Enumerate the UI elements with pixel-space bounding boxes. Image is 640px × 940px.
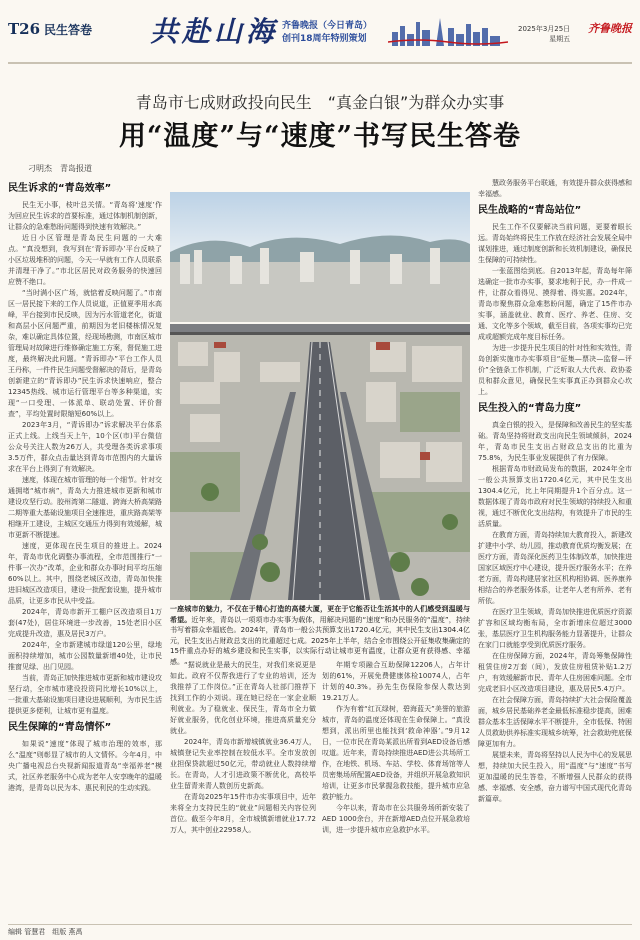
caption-lead: 一座城市的魅力，不仅在于精心打造的高楼大厦，更在于它能否让生活其中的人们感受到温暖与希望。 [170,605,470,624]
promo-line-1: 齐鲁晚报（今日青岛） [282,21,373,31]
paragraph: 在住房保障方面，2024年，青岛筹集保障性租赁住房2万套（间），发放住房租赁补贴1.2万户，有效缓解新市民、青年人住房困难问题。全市完成老旧小区改造项目建设，惠及居民5.4万户。 [478,652,632,693]
section-heading: 民生诉求的“青岛效率” [8,183,112,194]
paragraph: 真金白银的投入，是保障和改善民生的坚实基础。青岛坚持将财政支出向民生领域倾斜，2024年，青岛市民生支出占财政总支出的比重为75.8%，为民生事业发展提供了有力保障。 [478,421,632,462]
page-number: T26 民生答卷 [8,20,93,38]
paragraph: “据说就业是最大的民生，对我们来说更是如此。政府不仅帮我进行了专业的培训，还为我推荐了工作岗位。”正在青岛人社部门推荐下找到工作的小刘说。现在她已经在一家企业顺利就业。为了稳就业、保民生，青岛市全力做好就业服务，优化创业环境，推进高质量充分就业。 [170,661,316,735]
text-column-4 [478,178,632,920]
city-aerial-photo [170,192,470,600]
page-header [0,0,640,64]
header-divider [8,62,632,64]
section-heading: 民生战略的“青岛站位” [478,205,582,216]
promo-block [282,20,372,46]
caption-body: 近年来，青岛以一项项市办实事为载体，用解决问题的“速度”和办民服务的“温度”，持续书写着群众幸福底色。2024年，青岛市一般公共预算支出1720.4亿元，其中民生支出1304.4亿元，民生支出占财政总支出的比重超过七成。2025年上半年，结合全市围绕公开征集收集确定的15件重点办好的城乡建设和民生实事，以实际行动让城市更有温度，让群众更有获得感、幸福感。 [170,615,470,666]
masthead-title: 共赴山海 [150,15,279,48]
paragraph: 年期专项融合互助保障12206人，占年计划的61%，开展免费健康体检10074人，占年计划的40.3%。孙先生伤保险参保人数达到19.21万人。 [322,661,470,702]
issue-date: 2025年3月25日 [518,25,571,33]
paragraph: 根据青岛市财政局发布的数据，2024年全市一般公共预算支出1720.4亿元，其中民生支出1304.4亿元，比上年同期提升1个百分点。这一数据体现了青岛市政府对民生领域的持续投入和重视，通过不断优化支出结构，有效提升了市民的生活质量。 [478,465,632,528]
photo-caption [170,604,470,667]
section-heading: 民生投入的“青岛力度” [478,403,582,414]
text-column-1 [8,178,162,920]
issue-weekday: 星期五 [549,35,571,43]
paragraph: 民生无小事，枝叶总关情。“青岛将‘速度’作为回应民生诉求的首要标准，通过体制机制创新，让群众的急难愁盼问题得到快速有效解决。” [8,201,162,231]
paragraph: 在青岛2025年15件市办实事项目中，近年来将全力支持民生的“就业”问题相关内容位列首位。截至今年8月，全市城镇新增就业17.72万人，其中创业22958人。 [170,793,316,834]
paragraph: 作为有着“红瓦绿树，碧海蓝天”美誉的旅游城市，青岛的温度还体现在生命保障上。“真没想到，派出所里也能找到‘救命神器’。”9月12日，一位市民在青岛某派出所看到AED设备后感叹道。近年来，青岛持续推进AED进公共场所工作，在地铁、机场、车站、学校、体育场馆等人员密集场所配置AED设备，并组织开展急救知识培训，让更多市民掌握急救技能，提升城市应急救护能力。 [322,705,470,801]
article-byline: 刁明杰 青岛报道 [28,164,92,173]
article-title: 用“温度”与“速度”书写民生答卷 [118,121,522,152]
issue-meta [518,24,570,44]
paragraph: 速度，更体现在民生项目的推进上。2024年，青岛市优化调整办事流程，全市范围推行“一件事一次办”改革，企业和群众办事时间平均压缩60%以上。其中，围绕老城区改造，青岛加快推进旧城区改造项目，建设一批配套设施，提升城市品质，让更多市民从中受益。 [8,542,162,605]
paragraph: 近日小区管理是青岛民生问题的一大难点。“真没想到，我写到在‘青诉即办’平台反映了小区垃圾堆积的问题，今天一早就有工作人员联系并清理干净了。”市北区居民对政务服务的快速回应赞不绝口。 [8,234,162,286]
paragraph: 2023年3月，“青诉即办”诉求解决平台体系正式上线。上线当天上午，10个区(市)平台微信公众号关注人数为26万人，共受理各类诉求事项3.5万件，群众点击量达到青岛市范围内的大量诉求在平台上得到了有效解决。 [8,421,162,473]
page-footer: 编辑 管慧君 组版 燕禹 [8,924,632,937]
paragraph: 民生工作不仅要解决当前问题，更要着眼长远。青岛始终将民生工作放在经济社会发展全局中谋划推进，通过制度创新和长效机制建设，确保民生保障的可持续性。 [478,223,632,264]
paragraph: 如果说“速度”体现了城市治理的效率，那么“温度”则彰显了城市的人文情怀。今年4月，中央广播电视总台央视新闻报道青岛“幸福养老”模式，社区养老服务中心成为老年人安享晚年的温暖港湾，是青岛以民为本、惠民利民的生动实践。 [8,740,162,792]
skyline-illustration-icon [388,14,508,46]
paragraph: 在医疗卫生领域，青岛加快推进优质医疗资源扩容和区域均衡布局，全市新增床位超过3000张，基层医疗卫生机构服务能力显著提升，让群众在家门口就能享受到优质医疗服务。 [478,608,632,649]
brand-logo: 齐鲁晚报 [588,22,632,35]
paragraph: 速度，体现在城市管理的每一个细节。针对交通拥堵“城市病”，青岛大力推进城市更新和城市建设攻坚行动。胶州湾第二隧道、跨海大桥高架路二期等重大基础设施项目全速推进，重庆路高架等相继开工建设，主城区交通压力得到有效缓解，城市更新不断提速。 [8,476,162,539]
paragraph: 当前，青岛正加快推进城市更新和城市建设攻坚行动，全市城市建设投资同比增长10%以上，一批重大基础设施项目建设进展顺利，为市民生活提供更多便利，让城市更有温度。 [8,674,162,715]
paragraph: 今年以来，青岛市在公共服务场所新安装了AED 1000余台，并在新增AED点位开展急救培训，进一步提升城市应急救护水平。 [322,804,470,834]
paragraph: 慧政务服务平台联通，有效提升群众获得感和幸福感。 [478,179,632,198]
section-name: 民生答卷 [44,23,93,37]
article-subtitle: 青岛市七成财政投向民生 “真金白银”为群众办实事 [135,93,505,112]
text-column-3 [322,660,470,920]
paragraph: 一张蓝图绘到底。自2013年起，青岛每年筛选确定一批市办实事，要求地利于民，办一件成一件，让群众看得见、摸得着、得实惠。2024年，青岛市聚焦群众急难愁盼问题，确定了15件市办实事，涵盖就业、教育、医疗、养老、住房、交通、文化等多个领域，截至目前，各项实事均已完成或超额完成年度目标任务。 [478,267,632,341]
paragraph: “当时满小区广场，就惦着反映问题了。”市南区一居民接下来的工作人员说道，正值夏季用水高峰，平台接到市民反映，因为污水管道老化，街道和高层小区问题严重，前期因为老旧楼栋情况复杂，难以确定具体位置，经现场勘测，市南区城市管理局对故障进行维修确定施工方案，督促施工进度，最终解决此问题。“青诉即办”平台工作人员王丹称，一件件民生问题受督解决的背后，是青岛创新建立的“青诉即办”民生诉求快速响应，整合12345热线、城市运行管理平台等多种渠道，实现“一口受理、一体派单、联动处置、评价督查”，平均处置时限缩短60%以上。 [8,289,162,418]
paragraph: 在社会保障方面，青岛持续扩大社会保险覆盖面，城乡居民基础养老金最低标准稳步提高，困难群众基本生活保障水平不断提升，全市低保、特困人员救助供养标准实现城乡统筹，社会救助兜底保障更加有力。 [478,696,632,748]
promo-line-2: 创刊18周年特别策划 [282,34,367,44]
paragraph: 在教育方面，青岛持续加大教育投入，新建改扩建中小学、幼儿园，推动教育优质均衡发展；在医疗方面，青岛深化医药卫生体制改革，加快推进国家区域医疗中心建设，提升医疗服务水平；在养老方面，青岛构建居家社区机构相协调、医养康养相结合的养老服务体系，让老年人老有所养、老有所依。 [478,531,632,605]
paragraph: 2024年，全市新建城市绿道120公里，绿地面积持续增加，城市公园数量新增40处，让市民推窗见绿、出门见园。 [8,641,162,671]
paragraph: 为进一步提升民生项目的针对性和实效性，青岛创新实施市办实事项目“征集—票决—监督—评价”全链条工作机制，广泛听取人大代表、政协委员和群众意见，确保民生实事真正办到群众心坎上。 [478,344,632,396]
paragraph: 2024年，青岛市新开工棚户区改造项目1万套(47处)，居住环境进一步改善，15处老旧小区完成提升改造，惠及居民3万户。 [8,608,162,638]
paragraph: 展望未来，青岛将坚持以人民为中心的发展思想，持续加大民生投入，用“温度”与“速度”书写更加温暖的民生答卷，不断增强人民群众的获得感、幸福感、安全感，奋力谱写中国式现代化青岛新篇章。 [478,751,632,803]
section-heading: 民生保障的“青岛情怀” [8,722,112,733]
paragraph: 2024年，青岛市新增城镇就业36.4万人，城镇登记失业率控制在较低水平。全市发放创业担保贷款超过50亿元，带动就业人数持续增长。在青岛，人才引进政策不断优化，高校毕业生留青来青人数创历史新高。 [170,738,316,790]
text-column-2 [170,660,316,920]
